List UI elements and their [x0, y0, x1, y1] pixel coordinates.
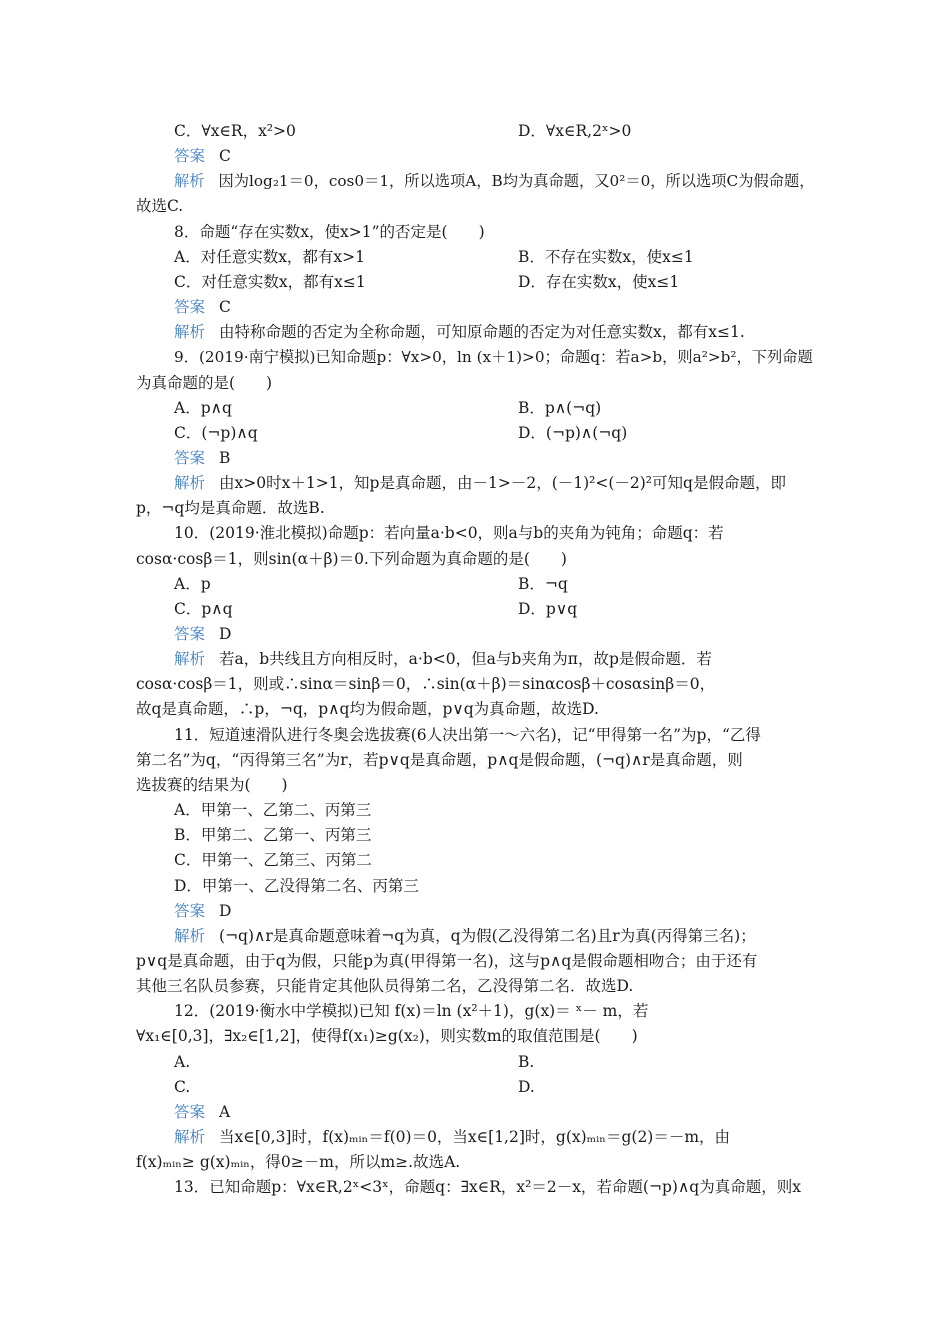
answer-label: 答案 — [174, 449, 206, 467]
text-line — [174, 1125, 816, 1150]
text-line — [174, 999, 816, 1024]
text-line — [136, 194, 816, 219]
option-right: B．不存在实数x，使x≤1 — [518, 248, 694, 266]
option-left: A．对任意实数x，都有x>1 — [174, 248, 366, 266]
text-line — [136, 974, 816, 999]
text-line — [136, 547, 816, 572]
option-right: B．p∧(¬q) — [518, 399, 602, 417]
line-text: 由x>0时x＋1>1，知p是真命题，由－1>－2，(－1)²<(－2)²可知q是假命题，即 — [219, 474, 786, 492]
answer-label: 答案 — [174, 147, 206, 165]
answer-label: 答案 — [174, 625, 206, 643]
text-line — [174, 1175, 816, 1200]
line-text: D — [219, 625, 232, 643]
line-text: 由特称命题的否定为全称命题，可知原命题的否定为对任意实数x，都有x≤1. — [219, 323, 745, 341]
line-text: 为真命题的是( ) — [136, 374, 273, 392]
option-left: C．p∧q — [174, 600, 233, 618]
text-line — [136, 1024, 816, 1049]
analysis-label: 解析 — [174, 172, 205, 190]
line-text: 12．(2019·衡水中学模拟)已知 f(x)＝ln (x²＋1)，g(x)＝ ˣ－ m，若 — [174, 1002, 649, 1020]
analysis-label: 解析 — [174, 1128, 206, 1146]
text-line — [136, 496, 816, 521]
line-text: 当x∈[0,3]时，f(x)ₘᵢₙ＝f(0)＝0，当x∈[1,2]时，g(x)ₘᵢₙ＝g(2)＝－m，由 — [219, 1128, 731, 1146]
analysis-label: 解析 — [174, 323, 206, 341]
text-line — [174, 622, 816, 647]
text-line — [174, 320, 816, 345]
option-right: D．∀x∈R,2ˣ>0 — [518, 122, 632, 140]
text-line — [174, 848, 816, 873]
line-text: 若a，b共线且方向相反时，a·b<0，但a与b夹角为π，故p是假命题．若 — [219, 650, 712, 668]
text-line — [174, 396, 816, 421]
option-right: D．(¬p)∧(¬q) — [518, 424, 628, 442]
text-line — [174, 345, 816, 370]
text-line — [174, 874, 816, 899]
line-text: 11．短道速滑队进行冬奥会选拔赛(6人决出第一～六名)，记“甲得第一名”为p，“乙得 — [174, 726, 761, 744]
option-left: C．甲第一、乙第三、丙第二 — [174, 851, 372, 869]
line-text: 第二名”为q，“丙得第三名”为r，若p∨q是真命题，p∧q是假命题，(¬q)∧r是真命题，则 — [136, 751, 743, 769]
line-text: 8．命题“存在实数x，使x>1”的否定是( ) — [174, 223, 485, 241]
text-line — [174, 572, 816, 597]
text-line — [174, 1075, 816, 1100]
option-right: D．存在实数x，使x≤1 — [518, 273, 680, 291]
text-line — [136, 697, 816, 722]
text-line — [136, 949, 816, 974]
option-right: B．¬q — [518, 575, 568, 593]
line-text: 故选C. — [136, 197, 184, 215]
option-left: A. — [174, 1053, 191, 1071]
text-line — [174, 295, 816, 320]
line-text: 10．(2019·淮北模拟)命题p：若向量a·b<0，则a与b的夹角为钝角；命题q：若 — [174, 524, 724, 542]
option-right: D．p∨q — [518, 600, 578, 618]
option-left: C. — [174, 1078, 191, 1096]
text-line — [174, 647, 816, 672]
text-line — [174, 270, 816, 295]
text-line — [174, 823, 816, 848]
line-text: A — [219, 1103, 231, 1121]
option-left: C．(¬p)∧q — [174, 424, 258, 442]
line-text: f(x)ₘᵢₙ≥ g(x)ₘᵢₙ，得0≥－m，所以m≥.故选A. — [136, 1153, 461, 1171]
option-left: C．∀x∈R，x²>0 — [174, 122, 296, 140]
analysis-label: 解析 — [174, 474, 206, 492]
text-line — [174, 471, 816, 496]
option-left: A．甲第一、乙第二、丙第三 — [174, 801, 372, 819]
answer-label: 答案 — [174, 1103, 206, 1121]
line-text: C — [219, 298, 231, 316]
line-text: p，¬q均是真命题．故选B. — [136, 499, 325, 517]
option-right: D. — [518, 1078, 535, 1096]
text-line — [174, 421, 816, 446]
text-line — [174, 597, 816, 622]
line-text: 9．(2019·南宁模拟)已知命题p：∀x>0，ln (x＋1)>0；命题q：若a>b，则a²>b²，下列命题 — [174, 348, 813, 366]
text-line — [136, 371, 816, 396]
text-line — [174, 1050, 816, 1075]
line-text: C — [219, 147, 231, 165]
text-line — [174, 924, 816, 949]
line-text: p∨q是真命题，由于q为假，只能p为真(甲得第一名)，这与p∧q是假命题相吻合；由于还有 — [136, 952, 758, 970]
line-text: B — [219, 449, 231, 467]
answer-label: 答案 — [174, 902, 206, 920]
analysis-label: 解析 — [174, 650, 206, 668]
text-line — [174, 144, 816, 169]
text-line — [136, 748, 816, 773]
text-line — [174, 446, 816, 471]
line-text: 其他三名队员参赛，只能肯定其他队员得第二名，乙没得第二名．故选D. — [136, 977, 634, 995]
text-line — [174, 119, 816, 144]
line-text: cosα·cosβ＝1，则或∴sinα＝sinβ＝0，∴sin(α＋β)＝sinαcosβ＋cosαsinβ＝0， — [136, 675, 716, 693]
option-left: A．p — [174, 575, 211, 593]
line-text: D — [219, 902, 232, 920]
line-text: 选拔赛的结果为( ) — [136, 776, 288, 794]
option-left: D．甲第一、乙没得第二名、丙第三 — [174, 877, 419, 895]
text-line — [174, 798, 816, 823]
line-text: cosα·cosβ＝1，则sin(α＋β)＝0.下列命题为真命题的是( ) — [136, 550, 567, 568]
option-right: B. — [518, 1053, 535, 1071]
text-line — [136, 672, 816, 697]
line-text: (¬q)∧r是真命题意味着¬q为真，q为假(乙没得第二名)且r为真(丙得第三名)； — [219, 927, 756, 945]
answer-label: 答案 — [174, 298, 206, 316]
text-line — [174, 220, 816, 245]
line-text: 故q是真命题，∴p，¬q，p∧q均为假命题，p∨q为真命题，故选D. — [136, 700, 599, 718]
option-left: C．对任意实数x，都有x≤1 — [174, 273, 366, 291]
option-left: B．甲第二、乙第一、丙第三 — [174, 826, 372, 844]
analysis-label: 解析 — [174, 927, 206, 945]
line-text: 13．已知命题p：∀x∈R,2ˣ<3ˣ，命题q：∃x∈R，x²＝2－x，若命题(¬p)∧q为真命题，则x — [174, 1178, 801, 1196]
text-line — [136, 1150, 816, 1175]
line-text: ∀x₁∈[0,3]，∃x₂∈[1,2]，使得f(x₁)≥g(x₂)，则实数m的取值范围是( ) — [136, 1027, 638, 1045]
option-left: A．p∧q — [174, 399, 232, 417]
text-line — [174, 899, 816, 924]
text-line — [174, 521, 816, 546]
line-text: 因为log₂1＝0，cos0＝1，所以选项A，B均为真命题，又0²＝0，所以选项C为假命题， — [218, 172, 815, 190]
text-line — [174, 723, 816, 748]
text-line — [174, 245, 816, 270]
text-line — [174, 169, 816, 194]
text-line — [174, 1100, 816, 1125]
text-line — [136, 773, 816, 798]
